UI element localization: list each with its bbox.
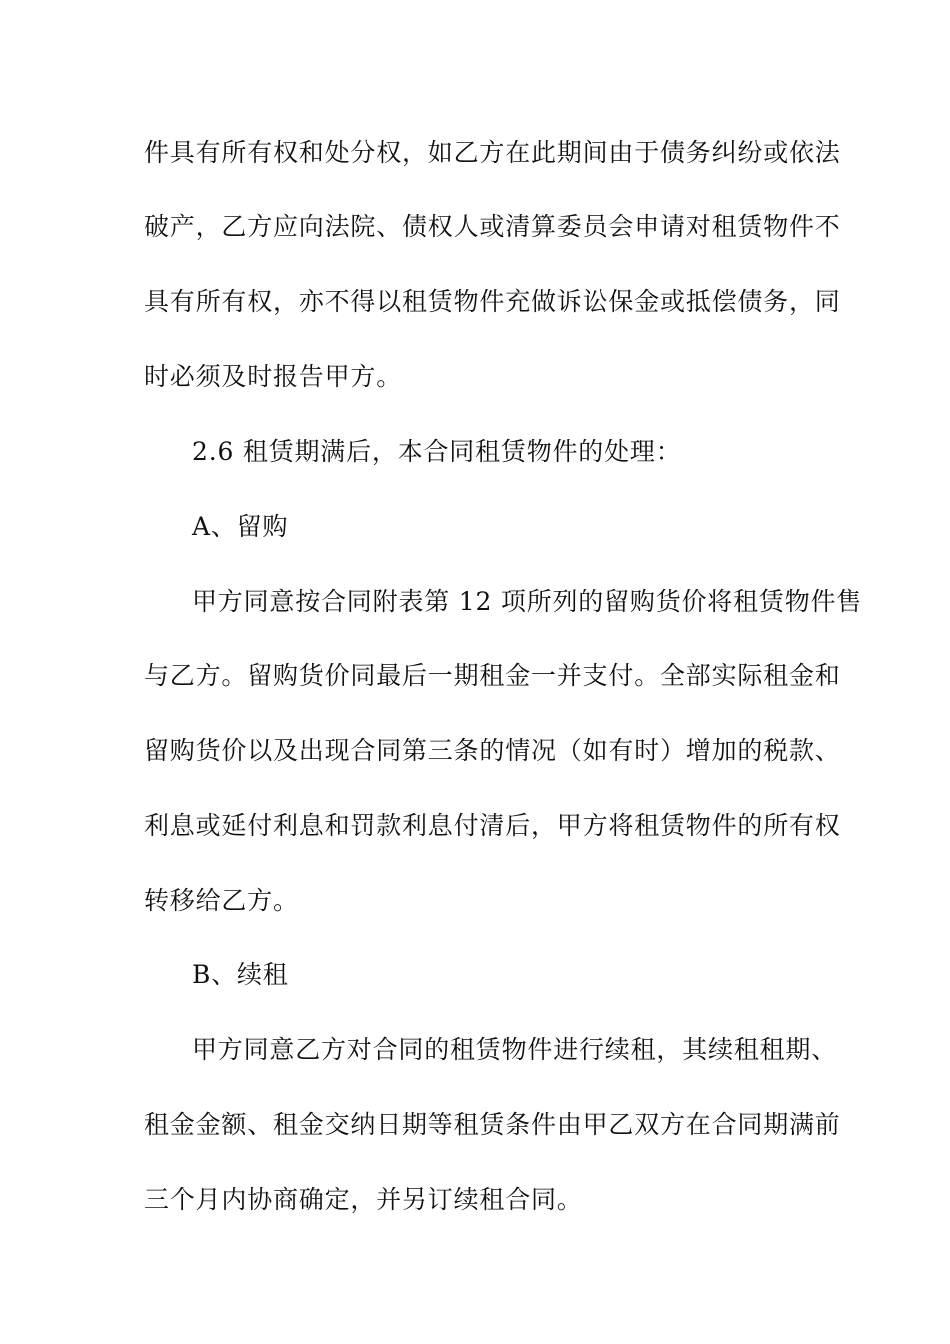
text-line: 甲方同意乙方对合同的租赁物件进行续租，其续租租期、: [192, 1035, 838, 1064]
text-line: 三个月内协商确定，并另订续租合同。: [144, 1185, 583, 1214]
subsection-heading: B、续租: [192, 960, 289, 989]
subsection-heading: A、留购: [192, 512, 289, 541]
text-line: 时必须及时报告甲方。: [144, 362, 403, 391]
text-line: 甲方同意按合同附表第 12 项所列的留购货价将租赁物件售: [192, 587, 863, 616]
text-line: 转移给乙方。: [144, 886, 299, 915]
text-line: 与乙方。留购货价同最后一期租金一并支付。全部实际租金和: [144, 661, 841, 690]
section-heading: 2.6 租赁期满后，本合同租赁物件的处理：: [192, 437, 682, 466]
text-line: 留购货价以及出现合同第三条的情况（如有时）增加的税款、: [144, 736, 841, 765]
text-line: 件具有所有权和处分权，如乙方在此期间由于债务纠纷或依法: [144, 138, 841, 167]
text-line: 破产，乙方应向法院、债权人或清算委员会申请对租赁物件不: [144, 212, 841, 241]
text-line: 具有所有权，亦不得以租赁物件充做诉讼保金或抵偿债务，同: [144, 287, 841, 316]
text-line: 利息或延付利息和罚款利息付清后，甲方将租赁物件的所有权: [144, 811, 841, 840]
text-line: 租金金额、租金交纳日期等租赁条件由甲乙双方在合同期满前: [144, 1110, 841, 1139]
